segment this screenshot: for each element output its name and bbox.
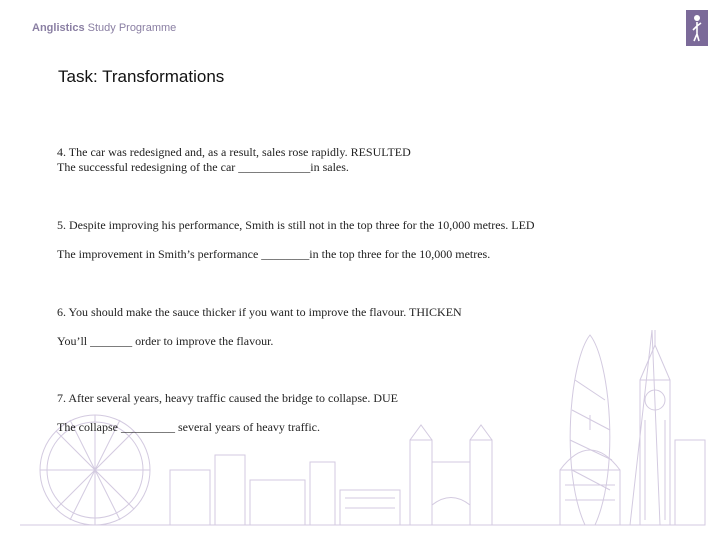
question-7-answer: The collapse _________ several years of heavy traffic. [57, 420, 321, 434]
question-6-prompt: 6. You should make the sauce thicker if you want to improve the flavour. THICKEN [57, 305, 462, 319]
question-5-prompt: 5. Despite improving his performance, Smith is still not in the top three for the 10,000 metres. LED [57, 218, 535, 232]
brand-programme: Study Programme [84, 22, 177, 34]
figure-logo-icon [686, 10, 708, 46]
question-4-answer: The successful redesigning of the car ____________in sales. [57, 160, 349, 174]
page-title: Task: Transformations [58, 67, 225, 86]
programme-header [32, 22, 176, 34]
question-7-prompt: 7. After several years, heavy traffic caused the bridge to collapse. DUE [57, 391, 398, 405]
question-4-prompt: 4. The car was redesigned and, as a result, sales rose rapidly. RESULTED [57, 145, 411, 159]
brand-logo [686, 10, 708, 46]
question-5-answer: The improvement in Smith’s performance ________in the top three for the 10,000 metres. [57, 247, 491, 261]
brand-name: Anglistics [32, 22, 85, 34]
question-6-answer: You’ll _______ order to improve the flavour. [57, 334, 274, 348]
